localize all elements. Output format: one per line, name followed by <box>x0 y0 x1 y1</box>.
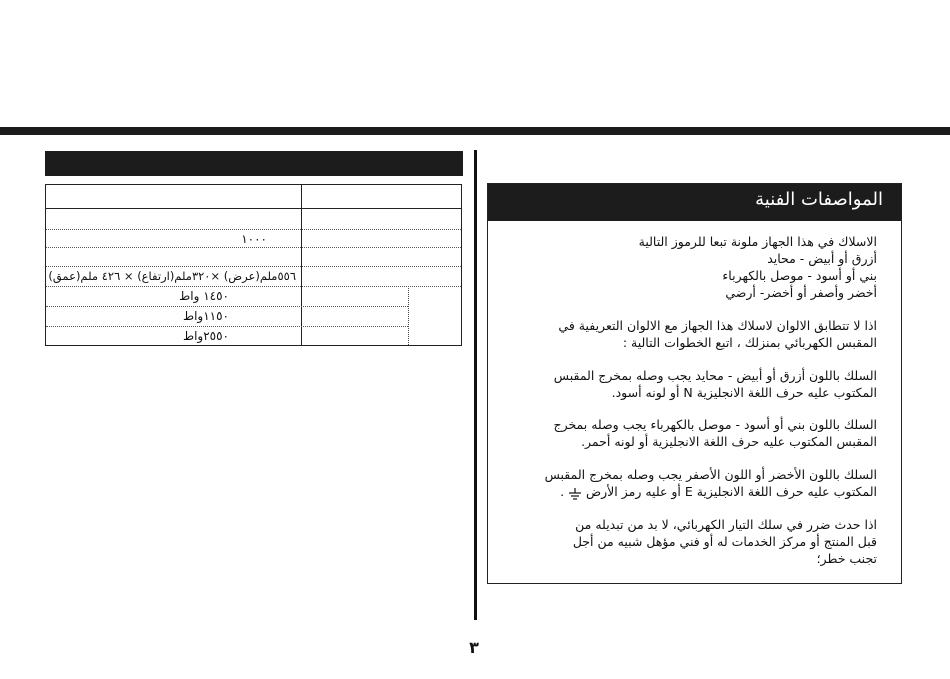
page-number: ٣ <box>469 638 479 657</box>
live-wire-paragraph <box>554 416 877 450</box>
wire-colors-paragraph <box>639 233 877 301</box>
text-line: المكتوب عليه حرف اللغة الانجليزية N أو لونه أسود. <box>611 385 877 400</box>
title-bar <box>488 184 901 221</box>
text-line: المقبس المكتوب عليه حرف اللغة الانجليزية أو لونه أحمر. <box>581 434 877 449</box>
text-line: اذا لا تتطابق الالوان لاسلاك هذا الجهاز مع الالوان التعريفية في <box>558 318 877 333</box>
text-line: الاسلاك في هذا الجهاز ملونة تبعا للرموز التالية <box>638 234 877 249</box>
text-line-with-icon: المكتوب عليه حرف اللغة الانجليزية E أو عليه رمز الأرض . <box>560 484 877 499</box>
row-divider <box>46 326 408 327</box>
consumption-value-1: ١٤٥٠ واط <box>179 289 229 303</box>
center-divider <box>474 150 477 620</box>
specifications-box <box>487 183 902 584</box>
text-line: تجنب خطر؛ <box>816 551 877 566</box>
row-divider <box>46 247 461 248</box>
earth-wire-paragraph <box>545 466 877 500</box>
row-divider <box>46 266 461 267</box>
power-value: ١٠٠٠ <box>241 232 267 246</box>
text-line: المكتوب عليه حرف اللغة الانجليزية E أو عليه رمز الأرض <box>586 484 877 499</box>
table-header-bar <box>45 151 463 176</box>
text-line: السلك باللون الأخضر أو اللون الأصفر يجب وصله بمخرج المقبس <box>544 467 877 482</box>
page-title: المواصفات الفنية <box>755 189 883 210</box>
text-line: المقبس الكهربائي بمنزلك ، اتبع الخطوات التالية : <box>622 335 877 350</box>
text-line: قبل المنتج أو مركز الخدمات له أو فني مؤهل شبيه من أجل <box>572 534 877 549</box>
subcolumn-divider <box>408 286 410 345</box>
dimensions-value: ٥٥٦ملم(عرض) ×٣٢٠ملم(ارتفاع) × ٤٢٦ ملم(عمق) <box>48 269 296 283</box>
text-line: السلك باللون بني أو أسود - موصل بالكهرباء يجب وصله بمخرج <box>553 417 877 432</box>
consumption-value-2: ١١٥٠واط <box>182 309 229 323</box>
damage-warning-paragraph <box>573 516 877 567</box>
row-divider <box>46 208 461 209</box>
top-rule <box>0 127 950 135</box>
column-divider <box>301 185 302 345</box>
neutral-wire-paragraph <box>554 367 877 401</box>
mismatch-paragraph <box>558 317 877 351</box>
row-divider <box>46 229 461 230</box>
text-line: أزرق أو أبيض - محايد <box>767 251 877 266</box>
earth-ground-icon <box>568 487 582 499</box>
consumption-value-3: ٢٥٥٠واط <box>182 329 229 343</box>
row-divider <box>46 306 408 307</box>
text-line: بني أو أسود - موصل بالكهرباء <box>722 268 877 283</box>
text-line: أخضر وأصفر أو أخضر- أرضي <box>725 285 877 300</box>
spec-table <box>45 184 462 346</box>
row-divider <box>46 286 461 287</box>
text-line: السلك باللون أزرق أو أبيض - محايد يجب وصله بمخرج المقبس <box>553 368 877 383</box>
text-line: اذا حدث ضرر في سلك التيار الكهربائي، لا بد من تبديله من <box>575 517 877 532</box>
